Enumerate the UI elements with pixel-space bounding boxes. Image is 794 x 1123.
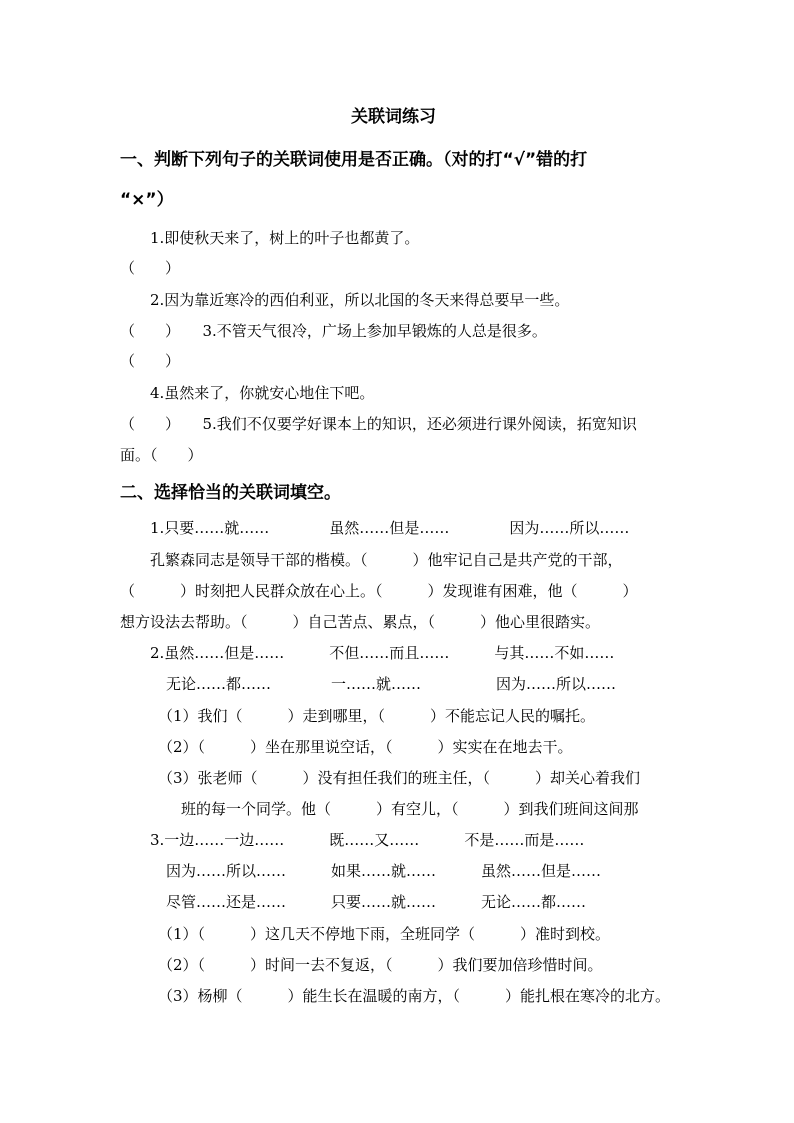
section1-heading-line1: 一、判断下列句子的关联词使用是否正确。（对的打“√”错的打 <box>120 150 588 170</box>
question-2: 2.因为靠近寒冷的西伯利亚，所以北国的冬天来得总要早一些。 <box>150 291 570 309</box>
options-2a: 2.虽然……但是…… 不但……而且…… 与其……不如…… <box>150 644 615 662</box>
q3-sentence-3: （3）杨柳（ ）能生长在温暖的南方，（ ）能扎根在寒冷的北方。 <box>158 987 671 1005</box>
q2-sentence-3: （3）张老师（ ）没有担任我们的班主任，（ ）却关心着我们 <box>158 769 641 787</box>
question-3: （ ） 3.不管天气很冷，广场上参加早锻炼的人总是很多。 <box>120 322 547 340</box>
passage-line-3: 想方设法去帮助。（ ）自己苦点、累点，（ ）他心里很踏实。 <box>120 613 601 631</box>
answer-blank-1: （ ） <box>120 259 181 277</box>
options-3a: 3.一边……一边…… 既……又…… 不是……而是…… <box>150 831 585 849</box>
options-3c: 尽管……还是…… 只要……就…… 无论……都…… <box>166 893 587 911</box>
passage-line-2: （ ）时刻把人民群众放在心上。（ ）发现谁有困难，他（ ） <box>120 582 638 600</box>
options-2b: 无论……都…… 一……就…… 因为……所以…… <box>166 675 617 693</box>
page-title: 关联词练习 <box>351 107 436 127</box>
q2-sentence-1: （1）我们（ ）走到哪里，（ ）不能忘记人民的嘱托。 <box>158 707 596 725</box>
passage-line-1: 孔繁森同志是领导干部的楷模。（ ）他牢记自己是共产党的干部， <box>150 551 623 569</box>
section1-heading-line2: “×”） <box>120 190 174 210</box>
q2-sentence-2: （2）（ ）坐在那里说空话，（ ）实实在在地去干。 <box>158 738 573 756</box>
options-3b: 因为……所以…… 如果……就…… 虽然……但是…… <box>166 862 602 880</box>
question-5-cont: 面。（ ） <box>120 446 203 464</box>
answer-blank-3: （ ） <box>120 352 181 370</box>
question-1: 1.即使秋天来了，树上的叶子也都黄了。 <box>150 229 420 247</box>
q3-sentence-1: （1）（ ）这几天不停地下雨，全班同学（ ）准时到校。 <box>158 925 611 943</box>
q3-sentence-2: （2）（ ）时间一去不复返，（ ）我们要加倍珍惜时间。 <box>158 956 603 974</box>
section2-heading: 二、选择恰当的关联词填空。 <box>120 483 341 503</box>
question-5: （ ） 5.我们不仅要学好课本上的知识，还必须进行课外阅读，拓宽知识 <box>120 415 637 433</box>
question-4: 4.虽然来了，你就安心地住下吧。 <box>150 384 375 402</box>
options-1: 1.只要……就…… 虽然……但是…… 因为……所以…… <box>150 519 630 537</box>
q2-sentence-3-cont: 班的每一个同学。他（ ）有空儿，（ ）到我们班间这间那 <box>181 800 639 818</box>
